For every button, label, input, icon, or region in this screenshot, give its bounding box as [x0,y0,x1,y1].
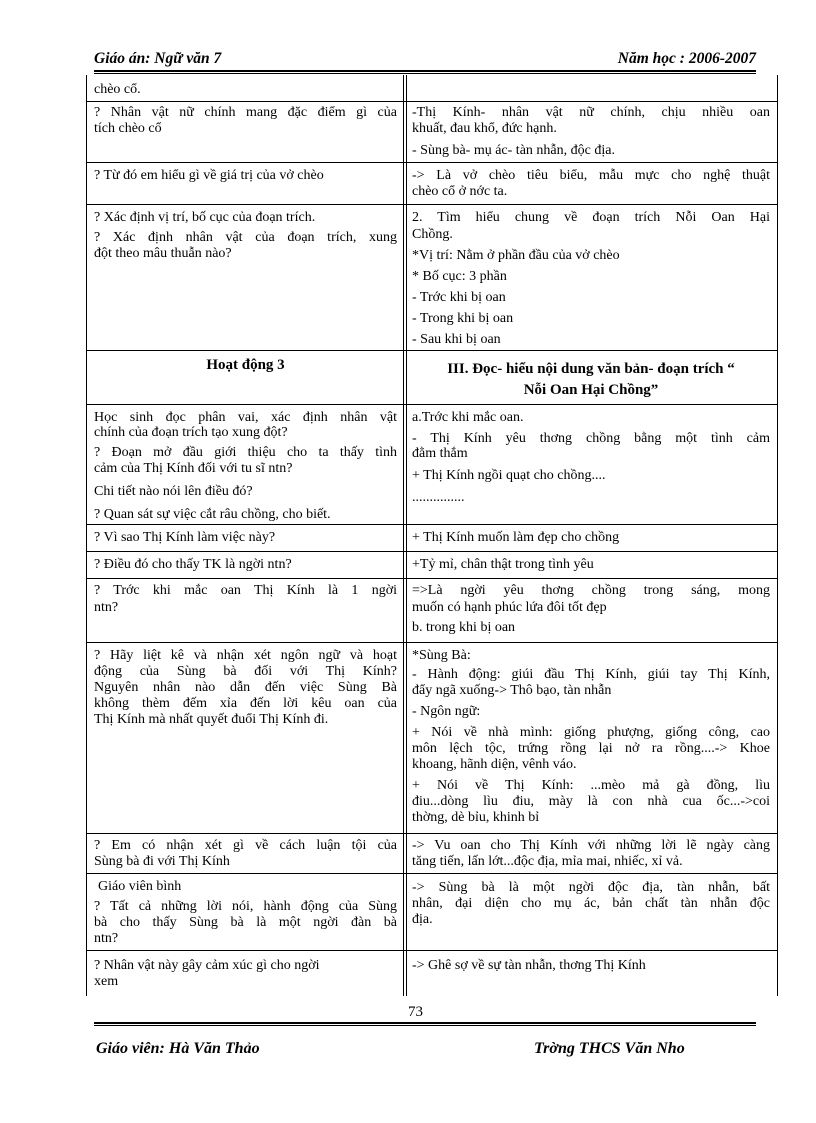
question-text: ? Nhân vật nữ chính mang đặc điểm gì của [94,105,397,120]
question-text: ? Tất cả những lời nói, hành động của Sùng [94,899,397,914]
answer-text: - Trong khi bị oan [412,311,514,326]
answer-text: -> Sùng bà là một ngời độc địa, tàn nhẫn, bất [412,880,770,895]
row-separator [86,162,778,163]
answer-text: điu...dòng lìu điu, mày là con nhà cua ốc...->coi [412,794,770,809]
table-divider [406,75,407,996]
question-text: tích chèo cổ [94,121,162,136]
row-separator [86,950,778,951]
row-separator [86,873,778,874]
row-separator [86,642,778,643]
header-right: Năm học : 2006-2007 [617,50,756,67]
answer-text: chèo cổ ở nớc ta. [412,184,508,199]
question-text: xem [94,974,119,989]
table-border-left [86,75,87,996]
question-text: bà cho thấy Sùng bà là một ngời đàn bà [94,915,397,930]
row-separator [86,578,778,579]
answer-text: =>Là ngời yêu thơng chồng trong sáng, mong [412,583,770,598]
row-separator [86,404,778,405]
row-separator [86,551,778,552]
answer-text: nhân, đại diện cho mụ ác, bản chất tàn nhẫn độc [412,896,770,911]
question-text: ? Xác định nhân vật của đoạn trích, xung [94,230,397,245]
row-separator [86,101,778,102]
row-separator [86,350,778,351]
section-heading: Nỗi Oan Hại Chồng” [523,382,659,398]
answer-text: *Vị trí: Nằm ở phần đầu của vở chèo [412,248,620,263]
question-text: Thị Kính mà nhất quyết đuổi Thị Kính đi. [94,712,329,727]
answer-text: - Trớc khi bị oan [412,290,506,305]
answer-text: * Bố cục: 3 phần [412,269,507,284]
footer-left: Giáo viên: Hà Văn Thảo [96,1040,260,1057]
question-text: Nguyên nhân nào dẫn đến việc Sùng Bà [94,680,397,695]
question-text: Chi tiết nào nói lên điều đó? [94,484,253,499]
answer-text: + Nói về Thị Kính: ...mèo mả gà đồng, lìu [412,778,770,793]
answer-text: -> Ghê sợ về sự tàn nhẫn, thơng Thị Kính [412,958,646,973]
answer-text: tăng tiến, lấn lớt...độc địa, mỉa mai, nhiếc, xỉ vả. [412,854,683,869]
answer-text: + Thị Kính muốn làm đẹp cho chồng [412,530,620,545]
answer-text: *Sùng Bà: [412,648,471,663]
question-text: ? Hãy liệt kê và nhận xét ngôn ngữ và hoạt [94,648,397,663]
table-border-right [777,75,778,996]
question-text: ? Xác định vị trí, bố cục của đoạn trích. [94,210,316,225]
header-rule [94,70,756,72]
answer-text: - Sùng bà- mụ ác- tàn nhẫn, độc địa. [412,143,615,158]
question-text: ntn? [94,931,119,946]
answer-text: +Tỷ mỉ, chân thật trong tình yêu [412,557,594,572]
question-text: ? Từ đó em hiểu gì về giá trị của vở chèo [94,168,324,183]
answer-text: đằm thắm [412,446,468,461]
row-separator [86,833,778,834]
answer-text: thờng, dè bỉu, khinh bỉ [412,810,540,825]
section-heading: III. Đọc- hiểu nội dung văn bản- đoạn trích “ [447,361,735,377]
page-number: 73 [408,1004,423,1020]
question-text: ? Quan sát sự việc cắt râu chồng, cho biết. [94,507,331,522]
teacher-note: Giáo viên bình [98,879,182,894]
answer-text: môn lệch tộc, trứng rồng lại nở ra rồng....-> Khoe [412,741,770,756]
question-text: chính của đoạn trích tạo xung đột? [94,425,288,440]
header-rule-thin [94,73,756,74]
question-text: Sùng bà đi với Thị Kính [94,854,230,869]
footer-rule-thin [94,1025,756,1026]
answer-text: a.Trớc khi mắc oan. [412,410,524,425]
row-separator [86,204,778,205]
question-text: Học sinh đọc phân vai, xác định nhân vật [94,410,397,425]
header-left: Giáo án: Ngữ văn 7 [94,50,222,67]
answer-text: -> Là vở chèo tiêu biểu, mẫu mực cho nghệ thuật [412,168,770,183]
page-header [94,50,756,70]
answer-text: - Hành động: giúi đầu Thị Kính, giúi tay Thị Kính, [412,667,770,682]
activity-heading: Hoạt động 3 [206,357,285,373]
question-text: ? Vì sao Thị Kính làm việc này? [94,530,276,545]
answer-text: - Sau khi bị oan [412,332,501,347]
answer-text: + Thị Kính ngồi quạt cho chồng.... [412,468,606,483]
row-separator [86,524,778,525]
question-text: ntn? [94,600,119,615]
footer-right: Trờng THCS Văn Nho [534,1040,685,1057]
answer-text: ............... [412,490,465,505]
footer-rule [94,1022,756,1024]
answer-text: muốn có hạnh phúc lứa đôi tốt đẹp [412,600,607,615]
question-text: cảm của Thị Kính đối với tu sĩ ntn? [94,461,293,476]
answer-text: Chồng. [412,227,453,242]
question-text: ? Nhân vật này gây cảm xúc gì cho ngời [94,958,320,973]
answer-text: địa. [412,912,433,927]
question-text: ? Điều đó cho thấy TK là ngời ntn? [94,557,292,572]
question-text: ? Đoạn mở đầu giới thiệu cho ta thấy tình [94,445,397,460]
question-text: ? Trớc khi mắc oan Thị Kính là 1 ngời [94,583,397,598]
answer-text: b. trong khi bị oan [412,620,516,635]
answer-text: - Thị Kính yêu thơng chồng bằng một tình cảm [412,431,770,446]
question-text: ? Em có nhận xét gì về cách luận tội của [94,838,397,853]
answer-text: - Ngôn ngữ: [412,704,481,719]
table-divider [403,75,404,996]
answer-text: khoang, hãnh diện, vênh váo. [412,757,577,772]
answer-text: khuất, đau khổ, đức hạnh. [412,121,557,136]
answer-text: -> Vu oan cho Thị Kính với những lời lẽ ngày càng [412,838,770,853]
question-text: động của Sùng bà đối với Thị Kính? [94,664,397,679]
answer-text: + Nói về nhà mình: giống phượng, giống công, cao [412,725,770,740]
answer-text: đẩy ngã xuống-> Thô bạo, tàn nhẫn [412,683,612,698]
question-text: đột theo mâu thuẫn nào? [94,246,232,261]
answer-text: 2. Tìm hiểu chung về đoạn trích Nỗi Oan Hại [412,210,770,225]
question-text: không thèm đếm xỉa đến lời kêu oan của [94,696,397,711]
left-cell-text: chèo cổ. [94,82,141,97]
answer-text: -Thị Kính- nhân vật nữ chính, chịu nhiều oan [412,105,770,120]
